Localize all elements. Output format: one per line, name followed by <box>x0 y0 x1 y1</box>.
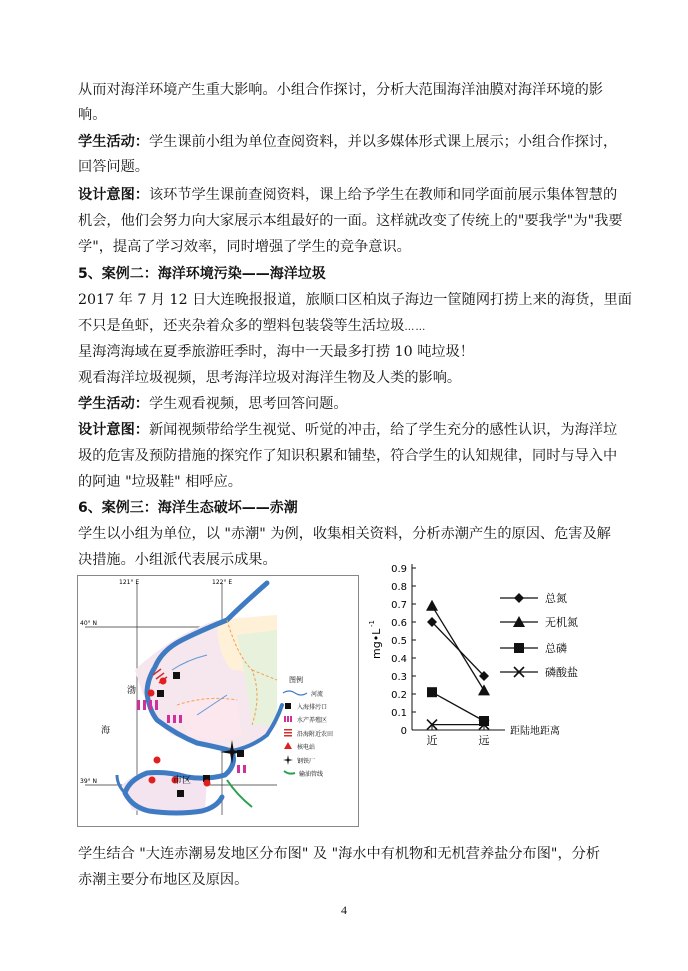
legend-label: 总氮 <box>545 592 567 605</box>
data-point <box>427 687 437 697</box>
sea-label: 海 <box>101 726 111 736</box>
legend-item: 水产养殖区 <box>297 717 328 724</box>
y-tick-label: 0.3 <box>391 672 407 683</box>
x-tick-label: 远 <box>478 734 490 747</box>
legend-title: 图例 <box>289 676 303 684</box>
legend-item: 沿海附近农田 <box>297 731 334 738</box>
legend-item: 河流 <box>311 691 324 698</box>
text-line: 学生以小组为单位，以 "赤潮" 为例，收集相关资料，分析赤潮产生的原因、危害及解 <box>78 526 611 542</box>
y-tick-label: 0.6 <box>391 618 407 629</box>
student-activity-2 <box>78 392 618 416</box>
legend-label: 总磷 <box>545 642 567 655</box>
text: 学生观看视频，思考回答问题。 <box>148 396 348 412</box>
design-intent-2 <box>78 418 618 442</box>
text-line <box>78 314 618 340</box>
lat-label: 40° N <box>80 620 98 627</box>
label-design-intent: 设计意图： <box>78 422 149 438</box>
section-heading-5: 5、案例二：海洋环境污染——海洋垃圾 <box>78 266 326 282</box>
text-line: 机会，他们会努力向大家展示本组最好的一面。这样就改变了传统上的"要我学"为"我要 <box>78 213 623 229</box>
y-tick-label: 0.9 <box>391 564 407 575</box>
y-tick-label: 0.5 <box>391 636 407 647</box>
text-line: 学"，提高了学习效率，同时增强了学生的竞争意识。 <box>78 239 411 255</box>
y-tick-label: 0.7 <box>391 600 407 611</box>
y-tick-label: 0.2 <box>391 690 407 701</box>
design-intent-1 <box>78 183 618 207</box>
legend-label: 磷酸盐 <box>545 666 578 679</box>
y-tick-label: 0 <box>400 726 407 737</box>
y-tick-label: 0.4 <box>391 654 407 665</box>
city-label: 市区 <box>173 776 192 786</box>
label-student-activity: 学生活动： <box>78 396 149 412</box>
legend-label: 无机氮 <box>545 616 578 629</box>
data-point <box>478 684 490 695</box>
sea-label: 渤 <box>127 686 137 696</box>
text: 新闻视频带给学生视觉、听觉的冲击，给了学生充分的感性认识，为海洋垃 <box>148 422 618 438</box>
label-design-intent: 设计意图： <box>78 187 149 203</box>
dalian-red-tide-map <box>77 575 359 827</box>
x-axis-label: 距陆地距离 <box>510 726 560 737</box>
lon-label: 122° E <box>212 579 233 586</box>
text-line: 从而对海洋环境产生重大影响。小组合作探讨，分析大范围海洋油膜对海洋环境的影 <box>78 82 603 98</box>
legend-item: 入海排污口 <box>297 704 328 711</box>
section-heading-6: 6、案例三：海洋生态破坏——赤潮 <box>78 500 298 516</box>
legend-marker <box>514 593 524 603</box>
text: 不只是鱼虾，还夹杂着众多的塑料包装袋等生活垃圾 <box>78 318 405 334</box>
lon-label: 121° E <box>119 579 140 586</box>
text: 该环节学生课前查阅资料，课上给予学生在教师和同学面前展示集体智慧的 <box>148 187 618 203</box>
ellipsis: …… <box>404 322 427 333</box>
text-line: 回答问题。 <box>78 159 149 175</box>
legend-item: 核电站 <box>297 744 316 751</box>
y-tick-label: 0.1 <box>391 708 407 719</box>
page-number: 4 <box>341 903 347 917</box>
text-line: 响。 <box>78 107 107 123</box>
legend-marker <box>514 643 524 653</box>
text-line: 学生结合 "大连赤潮易发地区分布图" 及 "海水中有机物和无机营养盐分布图"，分析 <box>78 846 601 862</box>
series-line <box>432 692 484 721</box>
text-line: 决措施。小组派代表展示成果。 <box>78 552 277 568</box>
student-activity-1 <box>78 130 618 154</box>
text-line: 观看海洋垃圾视频，思考海洋垃圾对海洋生物及人类的影响。 <box>78 370 462 386</box>
data-point <box>426 600 438 611</box>
x-tick-label: 近 <box>426 734 438 747</box>
lat-label: 39° N <box>80 778 98 785</box>
y-axis-label: mg•L <box>370 628 383 659</box>
y-axis-label-sup: -1 <box>368 620 376 627</box>
text-line: 圾的危害及预防措施的探究作了知识积累和铺垫，符合学生的认知规律，同时与导入中 <box>78 448 618 464</box>
text-line: 星海湾海域在夏季旅游旺季时，海中一天最多打捞 10 吨垃圾！ <box>78 344 474 360</box>
text-line: 的阿迪 "垃圾鞋" 相呼应。 <box>78 474 242 490</box>
label-student-activity: 学生活动： <box>78 134 149 150</box>
text-line: 赤潮主要分布地区及原因。 <box>78 872 249 888</box>
legend-item: 输油管线 <box>299 771 324 778</box>
y-tick-label: 0.8 <box>391 582 407 593</box>
nutrient-distribution-chart <box>360 558 600 758</box>
text-line: 2017 年 7 月 12 日大连晚报报道，旅顺口区柏岚子海边一筐随网打捞上来的海货，里面 <box>78 292 632 308</box>
text: 学生课前小组为单位查阅资料，并以多媒体形式课上展示；小组合作探讨， <box>148 134 618 150</box>
series-line <box>432 606 484 691</box>
legend-item: 钢铁厂 <box>297 758 316 765</box>
